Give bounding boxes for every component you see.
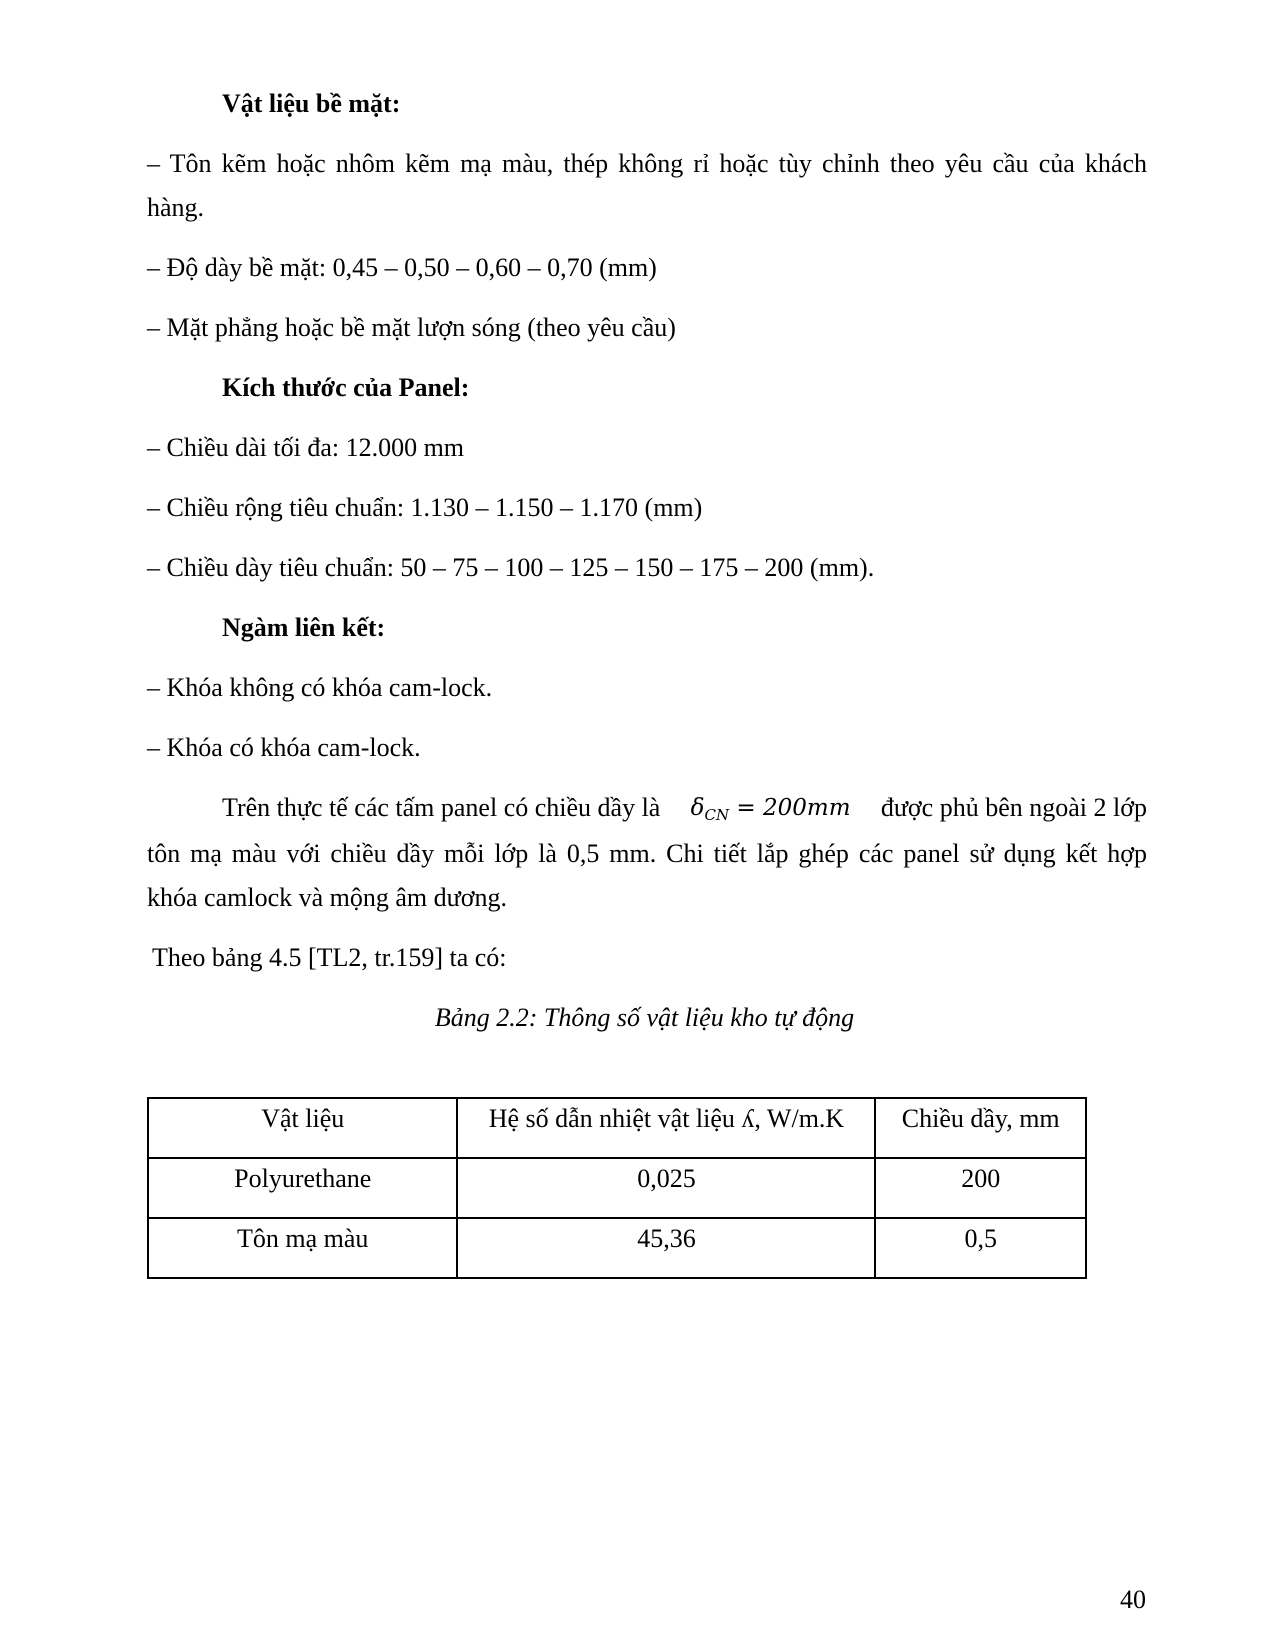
heading-joint: Ngàm liên kết: [222,613,386,642]
size-bullet-1: – Chiều dài tối đa: 12.000 mm [147,433,465,462]
heading-panel-size: Kích thước của Panel: [222,373,470,402]
table-cell: 0,5 [875,1218,1086,1278]
surface-bullet-3: – Mặt phẳng hoặc bề mặt lượn sóng (theo yêu cầu) [147,313,676,342]
surface-bullet-1-line-1: – Tôn kẽm hoặc nhôm kẽm mạ màu, thép không rỉ hoặc tùy chỉnh theo yêu cầu của khách [147,149,1147,178]
table-cell: 45,36 [457,1218,875,1278]
paragraph-line-1 [222,792,1147,831]
size-bullet-3: – Chiều dày tiêu chuẩn: 50 – 75 – 100 – 125 – 150 – 175 – 200 (mm). [147,553,875,582]
table-cell: Tôn mạ màu [148,1218,457,1278]
heading-surface-material: Vật liệu bề mặt: [222,89,401,118]
table-cell: 200 [875,1158,1086,1218]
table-row [148,1218,1086,1278]
page-number: 40 [1120,1585,1146,1614]
size-bullet-2: – Chiều rộng tiêu chuẩn: 1.130 – 1.150 – 1.170 (mm) [147,493,703,522]
table-header-row [148,1098,1086,1158]
surface-bullet-2: – Độ dày bề mặt: 0,45 – 0,50 – 0,60 – 0,70 (mm) [147,253,657,282]
table-cell: Polyurethane [148,1158,457,1218]
math-value: = 200mm [736,795,851,821]
material-params-table [147,1097,1087,1279]
joint-bullet-1: – Khóa không có khóa cam-lock. [147,673,493,702]
table-header-cell: Vật liệu [148,1098,457,1158]
paragraph-line-2: tôn mạ màu với chiều dầy mỗi lớp là 0,5 mm. Chi tiết lắp ghép các panel sử dụng kết hợp [147,839,1147,868]
paragraph-line-3: khóa camlock và mộng âm dương. [147,883,507,912]
table-caption: Bảng 2.2: Thông số vật liệu kho tự động [434,1003,855,1032]
surface-bullet-1-line-2: hàng. [147,193,205,222]
joint-bullet-2: – Khóa có khóa cam-lock. [147,733,421,762]
table-cell: 0,025 [457,1158,875,1218]
table-header-cell: Chiều dầy, mm [875,1098,1086,1158]
table-header-cell: Hệ số dẫn nhiệt vật liệu ʎ, W/m.K [457,1098,875,1158]
table-row [148,1158,1086,1218]
math-expression [691,792,851,831]
paragraph-line-1-before: Trên thực tế các tấm panel có chiều dầy là [222,793,661,822]
reference-line: Theo bảng 4.5 [TL2, tr.159] ta có: [152,943,507,972]
math-subscript: CN [704,806,730,824]
math-symbol: δ [690,795,705,821]
paragraph-line-1-after: được phủ bên ngoài 2 lớp [880,793,1147,822]
